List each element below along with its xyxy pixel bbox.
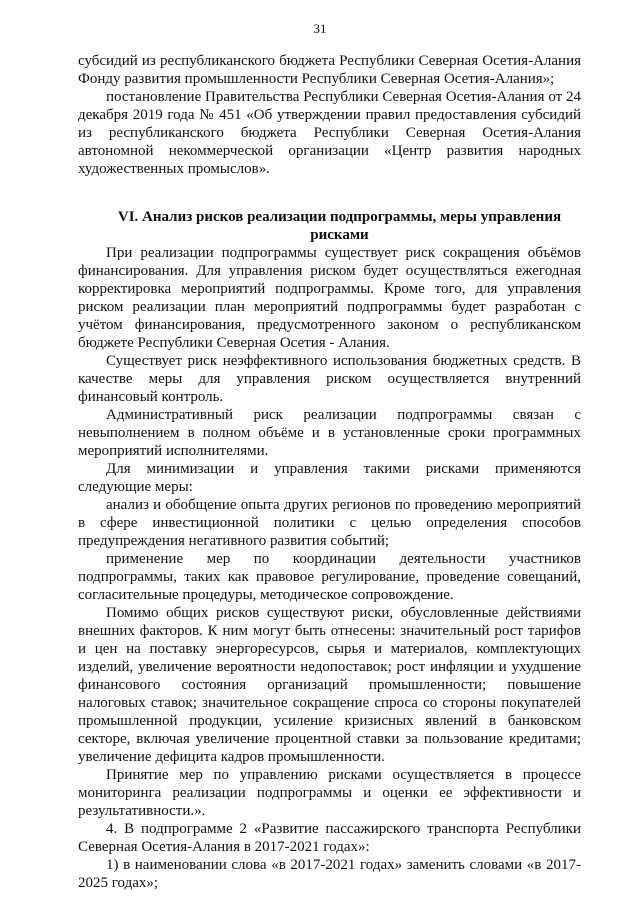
page-number: 31 bbox=[313, 21, 327, 36]
paragraph: При реализации подпрограммы существует риск сокращения объёмов финансирования. Для управления риском будет осуществляться ежегодная корректировка мероприятий подпрограммы. Кроме того, для управления риском реализации план мероприятий подпрограммы будет разработан с учётом финансирования, предусмотренного законом о республиканском бюджете Республики Северная Осетия - Алания. bbox=[78, 245, 581, 351]
paragraph: Принятие мер по управлению рисками осуществляется в процессе мониторинга реализации подпрограммы и оценки ее эффективности и результативности.». bbox=[78, 767, 581, 819]
paragraph: Административный риск реализации подпрограммы связан с невыполнением в полном объёме и в установленные сроки программных мероприятий исполнителями. bbox=[78, 407, 581, 459]
section-heading: VI. Анализ рисков реализации подпрограммы, меры управления рисками bbox=[117, 209, 562, 243]
document-body bbox=[78, 52, 581, 892]
paragraph: субсидий из республиканского бюджета Республики Северная Осетия-Алания Фонду развития промышленности Республики Северная Осетия-Алания»; bbox=[78, 53, 581, 87]
paragraph: Существует риск неэффективного использования бюджетных средств. В качестве меры для управления риском осуществляется внутренний финансовый контроль. bbox=[78, 353, 581, 405]
paragraph: Помимо общих рисков существуют риски, обусловленные действиями внешних факторов. К ним могут быть отнесены: значительный рост тарифов и цен на поставку энергоресурсов, сырья и материалов, комплектующих изделий, увеличение вероятности недопоставок; рост инфляции и ухудшение финансового состояния организаций промышленности; повышение налоговых ставок; значительное сокращение спроса со стороны покупателей промышленной продукции, усиление кризисных явлений в банковском секторе, включая увеличение процентной ставки за пользование кредитами; увеличение дефицита кадров промышленности. bbox=[78, 605, 581, 765]
paragraph: Для минимизации и управления такими рисками применяются следующие меры: bbox=[78, 461, 581, 495]
paragraph: 4. В подпрограмме 2 «Развитие пассажирского транспорта Республики Северная Осетия-Алания в 2017-2021 годах»: bbox=[78, 821, 581, 855]
paragraph: постановление Правительства Республики Северная Осетия-Алания от 24 декабря 2019 года № 451 «Об утверждении правил предоставления субсидий из республиканского бюджета Республики Северная Осетия-Алания автономной некоммерческой организации «Центр развития народных художественных промыслов». bbox=[78, 89, 581, 177]
list-item: анализ и обобщение опыта других регионов по проведению мероприятий в сфере инвестиционной политики с целью определения способов предупреждения негативного развития событий; bbox=[78, 497, 581, 549]
paragraph: 1) в наименовании слова «в 2017-2021 годах» заменить словами «в 2017-2025 годах»; bbox=[78, 857, 581, 891]
list-item: применение мер по координации деятельности участников подпрограммы, таких как правовое регулирование, проведение совещаний, согласительные процедуры, методическое сопровождение. bbox=[78, 551, 581, 603]
